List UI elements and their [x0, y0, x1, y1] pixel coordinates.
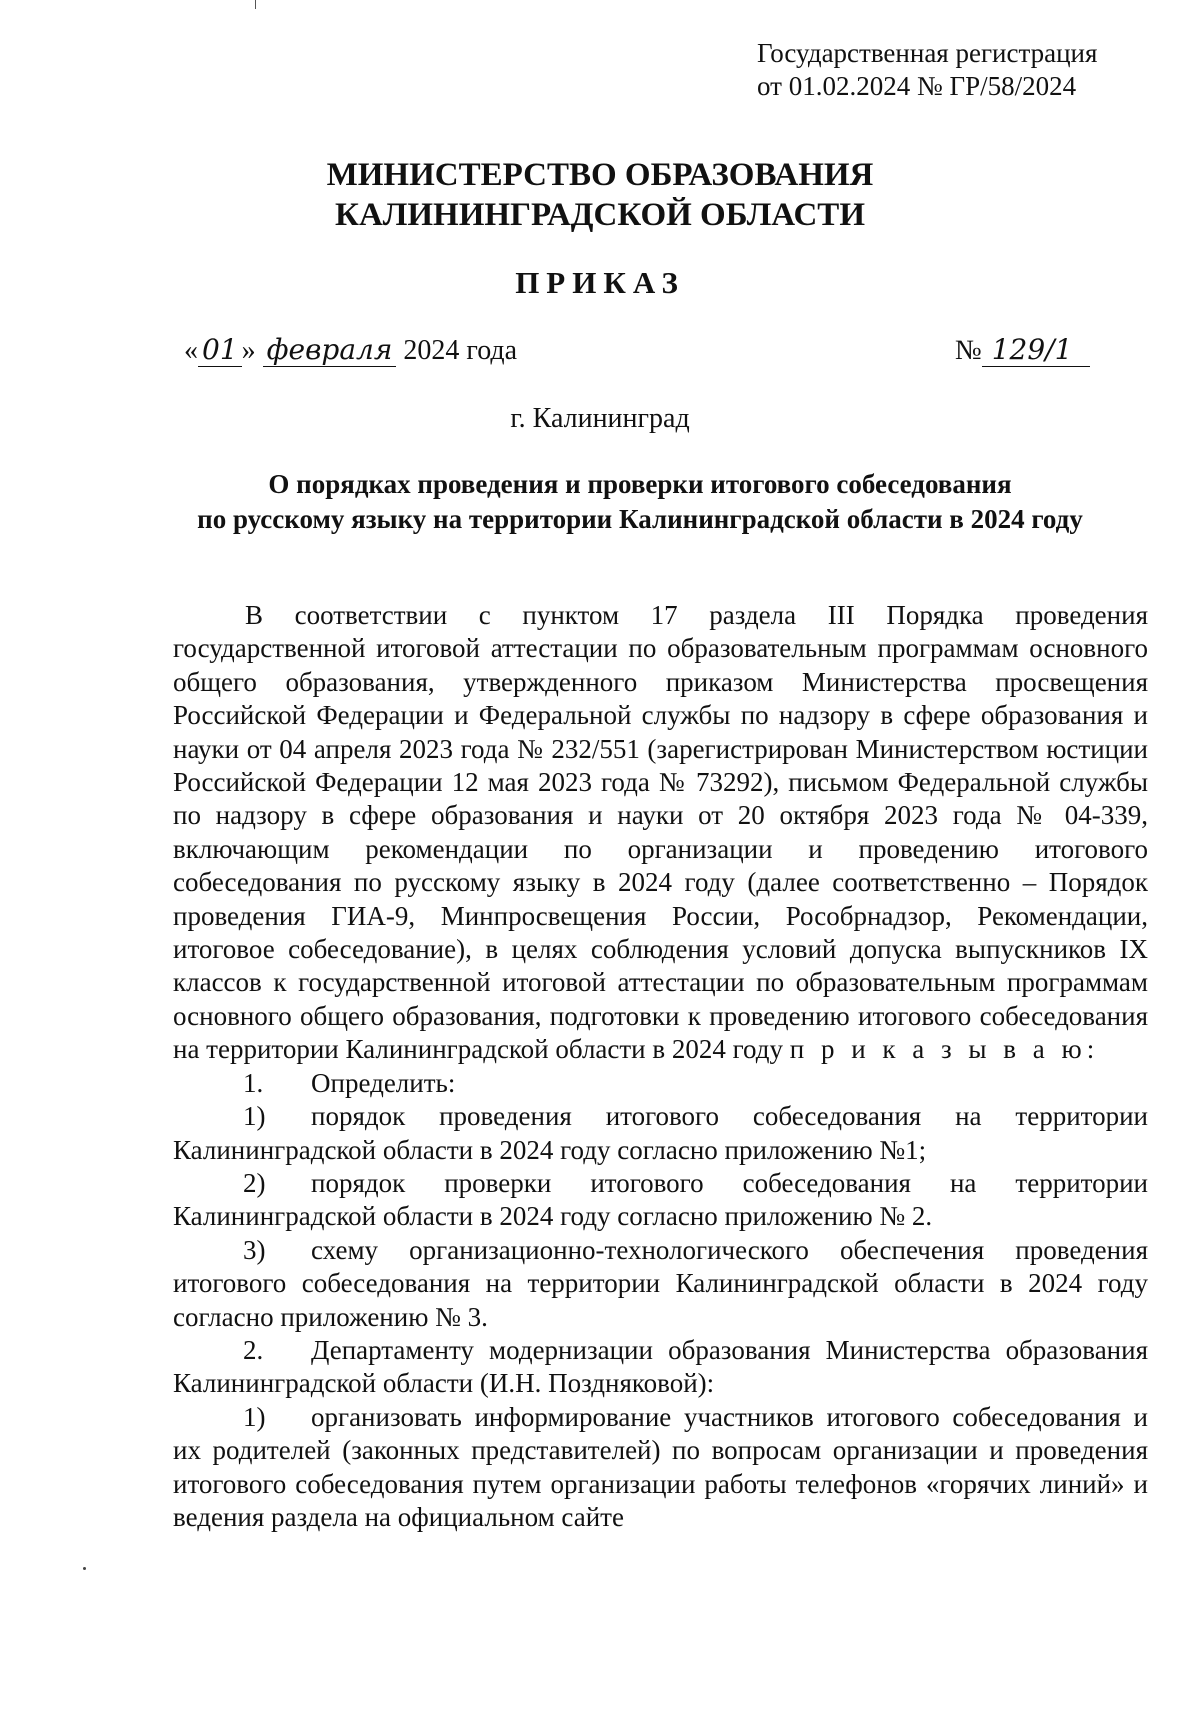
item-number: 3): [243, 1234, 266, 1265]
order-subject: [160, 467, 1120, 537]
order-number-handwritten: 129/1: [982, 333, 1091, 367]
item-text: схему организационно-технологического обеспечения проведения итогового собеседования на территории Калининградской области в 2024 году согласно приложению № 3.: [173, 1234, 1148, 1332]
item-number: 1.: [243, 1067, 264, 1098]
subject-line-1: О порядках проведения и проверки итогового собеседования: [268, 469, 1012, 499]
order-number-prefix: №: [955, 335, 982, 366]
item-number: 2): [243, 1167, 266, 1198]
ministry-line-2: КАЛИНИНГРАДСКОЙ ОБЛАСТИ: [335, 197, 865, 233]
list-item: [173, 1334, 1148, 1401]
list-item: [173, 1167, 1148, 1234]
item-text: порядок проверки итогового собеседования на территории Калининградской области в 2024 году согласно приложению № 2.: [173, 1167, 1148, 1232]
order-body: [173, 599, 1148, 1534]
scan-mark: [255, 0, 256, 9]
item-number: 1): [243, 1401, 266, 1432]
order-title: ПРИКАЗ: [515, 265, 685, 300]
registration-stamp: [757, 37, 1097, 103]
order-date: [184, 333, 517, 367]
item-text: организовать информирование участников итогового собеседования и их родителей (законных представителей) по вопросам организации и проведения итогового собеседования путем организации работы телефонов «горячих линий» и ведения раздела на официальном сайте: [173, 1401, 1148, 1532]
registration-line-1: Государственная регистрация: [757, 38, 1098, 68]
list-item: [173, 1401, 1148, 1535]
preamble-command: п р и к а з ы в а ю:: [789, 1034, 1100, 1065]
date-month-handwritten: февраля: [263, 333, 397, 367]
item-text: Определить:: [311, 1067, 456, 1098]
order-number: [955, 333, 1090, 367]
item-text: Департаменту модернизации образования Министерства образования Калининградской области (И.Н. Поздняковой):: [173, 1334, 1148, 1399]
date-open-quote: «: [184, 335, 198, 366]
list-item: [173, 1100, 1148, 1167]
subject-line-2: по русскому языку на территории Калининградской области в 2024 году: [197, 504, 1083, 534]
date-close-quote: »: [241, 335, 256, 366]
list-item: [173, 1067, 1148, 1100]
ministry-heading: [0, 155, 1200, 235]
item-text: порядок проведения итогового собеседования на территории Калининградской области в 2024 году согласно приложению №1;: [173, 1101, 1148, 1165]
registration-line-2: от 01.02.2024 № ГР/58/2024: [757, 71, 1077, 101]
preamble-paragraph: [173, 599, 1148, 1067]
ministry-line-1: МИНИСТЕРСТВО ОБРАЗОВАНИЯ: [326, 157, 874, 193]
item-number: 1): [243, 1101, 266, 1132]
item-number: 2.: [243, 1334, 264, 1365]
city: г. Калининград: [510, 403, 690, 434]
preamble-text: В соответствии с пунктом 17 раздела III Порядка проведения государственной итоговой аттестации по образовательным программам основного общего образования, утвержденного приказом Министерства просвещения Российской Федерации и Федеральной службы по надзору в сфере образования и науки от 04 апреля 2023 года № 232/551 (зарегистрирован Министерством юстиции Российской Федерации 12 мая 2023 года № 73292), письмом Федеральной службы по надзору в сфере образования и науки от 20 октября 2023 года № 04-339, включающим рекомендации по организации и проведению итогового собеседования по русскому языку в 2024 году (далее соответственно – Порядок проведения ГИА-9, Минпросвещения России, Рособрнадзор, Рекомендации, итоговое собеседование), в целях соблюдения условий допуска выпускников IX классов к государственной итоговой аттестации по образовательным программам основного общего образования, подготовки к проведению итогового собеседования на территории Калининградской области в 2024 году: [173, 600, 1148, 1065]
scan-speck: [83, 1567, 86, 1570]
date-day-handwritten: 01: [198, 333, 242, 367]
date-year: 2024 года: [403, 335, 518, 366]
list-item: [173, 1234, 1148, 1334]
